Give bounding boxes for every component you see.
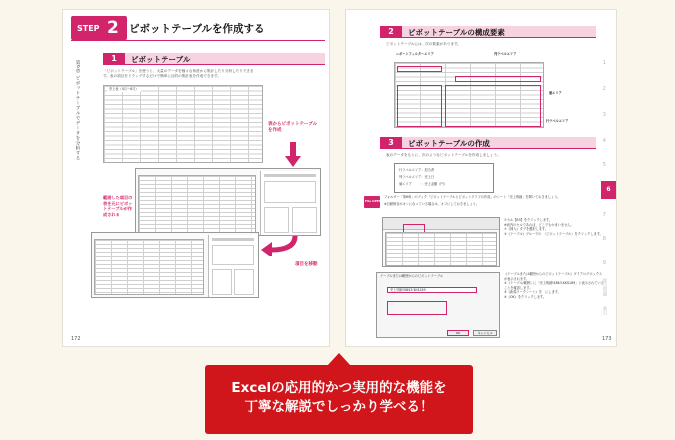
excel-ribbon-screenshot [382,217,500,267]
feature-callout [205,365,473,434]
tab-1[interactable]: 1 [602,60,606,66]
step-dialog-shown: 《テーブルまたは範囲からのピボットテーブル》ダイアログボックスが表示されます。 [504,272,603,281]
ribbon-bar [383,218,499,230]
section1-body-2: す。表の項目をドラッグするだけで簡単に目的の集計表を作成できます。 [103,74,221,78]
file-open-badge: File OPEN [365,199,382,203]
section3-title-bar [402,137,596,149]
step-2: ②《挿入》タブを選択します。 [504,227,549,232]
tab-5[interactable]: 5 [602,162,606,168]
step-1: ①セル【B3】をクリックします。 [504,218,553,222]
dialog-ok-button[interactable]: OK [447,330,469,336]
column-highlight [455,76,541,82]
label-row-area: 行ラベルエリア [546,119,569,123]
instruction-steps [504,218,604,236]
pivot-screenshot-1 [135,168,321,236]
field-list-box-1 [264,181,316,203]
callout-line-1: Excelの応用的かつ実用的な機能を [231,380,447,396]
step-5: ⑤《新規ワークシート》を にします。 [504,290,561,295]
tab-3[interactable]: 3 [602,112,606,118]
spec-line-1: 行ラベルエリア：担当者 [399,168,435,172]
left-page [62,9,330,347]
tab-7[interactable]: 7 [602,212,606,218]
filter-highlight [397,66,442,72]
note-pivot-created: 範囲した項目の表を元にピボットテーブルが作成される [103,195,133,217]
section2-title-bar [402,26,596,38]
callout-line-2: 丁寧な解説でしっかり学べる！ [244,399,434,415]
section2-number-box: 2 [380,26,402,38]
callout-pointer [327,353,351,366]
step-underline [71,40,325,41]
sales-sheet-screenshot [103,85,263,163]
tab-4[interactable]: 4 [602,138,606,144]
field-area-3 [212,269,232,295]
pivot-screenshot-2 [91,232,259,298]
chapter-vertical-label: 第6章 ピボットテーブルでデータを分析する [75,60,80,161]
field-list-header-2 [212,238,254,241]
tab-6[interactable]: 6 [601,181,616,199]
step-6: ⑥《OK》をクリックします。 [504,294,547,299]
tab-index[interactable]: 索引 [602,306,607,315]
step-number: 2 [107,18,119,38]
section2-intro: ピボットテーブルには、次の要素があります。 [386,42,461,46]
field-area-1 [264,207,289,233]
curved-arrow [259,234,299,256]
file-open-icon [364,196,380,208]
step-1-note: ※表内のセルであれば、どこでもかまいません。 [504,222,574,227]
dialog-radio-group [387,301,447,315]
dialog-steps [504,272,604,300]
file-open-subnote: ※自動保存がオンになっている場合は、オフにしておきましょう。 [384,202,480,206]
field-list-box-2 [212,245,254,265]
section1-number-box: 1 [103,53,125,65]
sheet-title: 売上表（4月〜6月） [109,87,139,91]
section1-title-bar [125,53,325,65]
row-highlight [397,85,442,127]
label-value-area: 値エリア [549,91,562,95]
dialog-cancel-button[interactable]: キャンセル [473,330,497,336]
note-move-item: 項目を移動 [295,262,318,267]
step-badge [71,16,127,40]
pivot-sheet-1 [138,175,256,233]
down-arrow-1 [285,142,301,168]
field-list-header-1 [264,174,316,177]
field-list-pane-1 [260,171,320,235]
section1-body-1: 「ピボットテーブル」を使うと、大量のデータを様々な角度から集計したり分析したりできま [103,69,254,73]
step-label: STEP [77,24,100,33]
tab-review[interactable]: 総合問題 [602,278,607,296]
tab-8[interactable]: 8 [602,236,606,242]
section3-intro: 表のデータをもとに、次のようなピボットテーブルを作成しましょう。 [386,153,501,157]
dialog-title: テーブルまたは範囲からのピボットテーブル [380,274,444,278]
label-report-filter: レポートフィルターエリア [396,52,434,56]
step-3: ③《テーブル》グループの （ピボットテーブル）をクリックします。 [504,231,603,236]
spec-line-2: 列ラベルエリア：売上日 [399,175,435,179]
pivot-structure-screenshot [394,62,544,128]
field-list-pane-2 [208,235,258,297]
section1-title: ピボットテーブル [131,55,191,64]
value-highlight [445,85,541,127]
label-column-area: 列ラベルエリア [494,52,517,56]
chapter-tabs [592,10,616,340]
section3-number-box: 3 [380,137,402,149]
pivot-dialog-screenshot [376,272,500,338]
ribbon-sheet [385,232,497,266]
page-number-right: 173 [602,336,612,342]
field-area-2 [292,207,317,233]
file-open-text: フォルダー「第6章」のブック「ピボットテーブルとピボットグラフの作成」のシート「売上明細」を開いておきましょう。 [384,195,561,199]
tab-2[interactable]: 2 [602,86,606,92]
field-area-4 [234,269,254,295]
pivot-sheet-2 [94,239,204,295]
right-page [345,9,617,347]
step-title: ピボットテーブルを作成する [129,23,265,35]
spec-line-3: 値エリア ：売上金額（円） [399,182,447,186]
dialog-range-field [387,287,477,293]
section2-title: ピボットテーブルの構成要素 [408,28,505,37]
note-create-pivot: 表からピボットテーブルを作成 [268,122,318,133]
section3-title: ピボットテーブルの作成 [408,139,490,148]
spec-box [394,163,494,193]
tab-9[interactable]: 9 [602,260,606,266]
step-4: ④《テーブル/範囲》に「売上明細!$B$3:$K$189」と表示されていることを確認します。 [504,281,604,290]
page-number-left: 172 [71,336,81,342]
dialog-range-value: 売上明細!$B$3:$K$189 [390,288,426,292]
